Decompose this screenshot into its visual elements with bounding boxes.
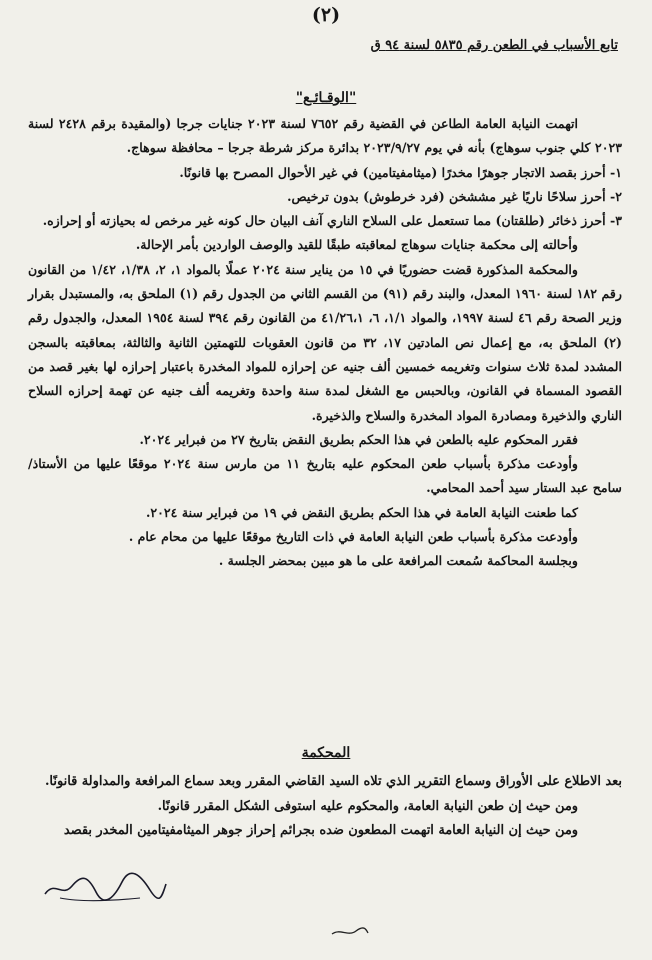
court-paragraph: ومن حيث إن النيابة العامة اتهمت المطعون ضده بجرائم إحراز جوهر الميثامفيتامين المخدر بقصد <box>63 823 578 838</box>
facts-paragraph: ٣- أحرز ذخائر (طلقتان) مما تستعمل على السلاح الناري آنف البيان حال كونه غير مرخص له بحيازته أو إحرازه. <box>42 213 622 229</box>
facts-paragraph: ١- أحرز بقصد الاتجار جوهرًا مخدرًا (ميثامفيتامين) في غير الأحوال المصرح بها قانونًا. <box>179 164 622 180</box>
court-paragraph: بعد الاطلاع على الأوراق وسماع التقرير الذي تلاه السيد القاضي المقرر وبعد سماع المرافعة والمداولة قانونًا. <box>44 774 622 789</box>
court-paragraph: ومن حيث إن طعن النيابة العامة، والمحكوم عليه استوفى الشكل المقرر قانونًا. <box>157 798 578 814</box>
facts-paragraph: ٢- أحرز سلاحًا ناريًا غير مششخن (فرد خرطوش) بدون ترخيص. <box>287 188 622 204</box>
facts-paragraph: وأحالته إلى محكمة جنايات سوهاج لمعاقبته طبقًا للقيد والوصف الواردين بأمر الإحالة. <box>135 237 578 253</box>
facts-heading: "الوقـائـع" <box>295 90 357 106</box>
facts-paragraph: وأودعت مذكرة بأسباب طعن المحكوم عليه بتاريخ ١١ من مارس سنة ٢٠٢٤ موقعًا عليها من الأستاذ/ سامح عبد الستار سيد أحمد المحامي. <box>28 456 622 496</box>
ink-mark <box>330 925 370 939</box>
facts-body <box>28 112 622 574</box>
facts-paragraph: اتهمت النيابة العامة الطاعن في القضية رقم ٧٦٥٢ لسنة ٢٠٢٣ جنايات جرجا (والمقيدة برقم ٢٤٢٨ لسنة ٢٠٢٣ كلي جنوب سوهاج) بأنه في يوم ٢٠٢٣/٩/٢٧ بدائرة مركز شرطة جرجا – محافظة سوهاج. <box>28 116 622 156</box>
facts-paragraph: وأودعت مذكرة بأسباب طعن النيابة العامة في ذات التاريخ موقعًا عليها من محام عام . <box>128 529 578 545</box>
handwritten-signature <box>40 868 170 906</box>
page-number: (٢) <box>311 4 341 26</box>
facts-paragraph: وبجلسة المحاكمة سُمعت المرافعة على ما هو مبين بمحضر الجلسة . <box>218 553 578 569</box>
facts-paragraph: والمحكمة المذكورة قضت حضوريًا في ١٥ من يناير سنة ٢٠٢٤ عملًا بالمواد ١، ٢، ١/٣٨، ١/٤٢ من القانون رقم ١٨٢ لسنة ١٩٦٠ المعدل، والبند رقم (٩١) من القسم الثاني من الجدول رقم (١) الملحق به، والمستبدل بقرار وزير الصحة رقم ٤٦ لسنة ١٩٩٧، والمواد ١/١، ٦، ٤١/٢٦،١ من القانون رقم ٣٩٤ لسنة ١٩٥٤ المعدل، والجدول رقم (٢) الملحق به، مع إعمال نص المادتين ١٧، ٣٢ من قانون العقوبات للتهمتين الثانية والثالثة، بمعاقبته بالسجن المشدد لمدة ثلاث سنوات وتغريمه خمسين ألف جنيه عن إحرازه للمواد المخدرة باعتبار إحرازه لها بغير قصد من القصود المسماة في القانون، وبالحبس مع الشغل لمدة سنة واحدة وتغريمه ألف جنيه عن تهمة إحرازه السلاح الناري والذخيرة ومصادرة المواد المخدرة والسلاح والذخيرة. <box>28 261 622 423</box>
court-heading: المحكمة <box>301 745 351 761</box>
facts-paragraph: كما طعنت النيابة العامة في هذا الحكم بطريق النقض في ١٩ من فبراير سنة ٢٠٢٤. <box>145 504 578 520</box>
court-body <box>28 770 622 844</box>
running-title: تابع الأسباب في الطعن رقم ٥٨٣٥ لسنة ٩٤ ق <box>370 38 618 53</box>
facts-paragraph: فقرر المحكوم عليه بالطعن في هذا الحكم بطريق النقض بتاريخ ٢٧ من فبراير ٢٠٢٤. <box>139 431 578 447</box>
